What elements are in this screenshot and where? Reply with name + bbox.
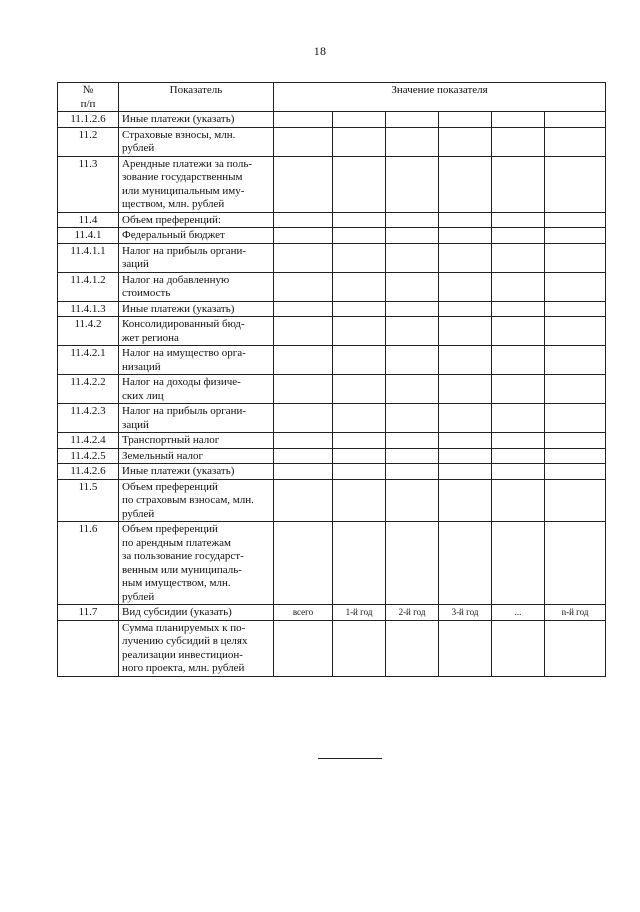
value-cell: [274, 127, 333, 156]
value-cell: [439, 112, 492, 128]
value-cell: [274, 448, 333, 464]
column-total: всего: [274, 605, 333, 621]
value-cell: [439, 620, 492, 676]
row-label: Налог на прибыль органи- заций: [119, 243, 274, 272]
value-cell: [333, 156, 386, 212]
table-body: [58, 112, 606, 605]
row-label: Иные платежи (указать): [119, 301, 274, 317]
column-ellipsis: ...: [492, 605, 545, 621]
row-label: Объем преференций:: [119, 212, 274, 228]
table-row: [58, 317, 606, 346]
value-cell: [439, 272, 492, 301]
value-cell: [439, 301, 492, 317]
row-number: 11.6: [58, 522, 119, 605]
value-cell: [386, 272, 439, 301]
column-year-1: 1-й год: [333, 605, 386, 621]
value-cell: [274, 228, 333, 244]
table-row: [58, 272, 606, 301]
row-label: Объем преференций по арендным платежам за пользование государст- венным или муниципаль- ным имуществом, млн. рублей: [119, 522, 274, 605]
value-cell: [333, 404, 386, 433]
table-row: [58, 127, 606, 156]
row-label: Налог на добавленную стоимость: [119, 272, 274, 301]
table-row: [58, 375, 606, 404]
row-label: Федеральный бюджет: [119, 228, 274, 244]
value-cell: [274, 522, 333, 605]
value-cell: [333, 479, 386, 522]
value-cell: [439, 212, 492, 228]
value-cell: [545, 620, 606, 676]
row-number: 11.4.1: [58, 228, 119, 244]
value-cell: [492, 156, 545, 212]
header-value: Значение показателя: [274, 83, 606, 112]
value-cell: [333, 346, 386, 375]
value-cell: [274, 404, 333, 433]
value-cell: [545, 346, 606, 375]
value-cell: [492, 272, 545, 301]
value-cell: [274, 464, 333, 480]
value-cell: [333, 375, 386, 404]
row-number: 11.1.2.6: [58, 112, 119, 128]
value-cell: [386, 112, 439, 128]
value-cell: [492, 243, 545, 272]
row-label: Объем преференций по страховым взносам, млн. рублей: [119, 479, 274, 522]
row-number: 11.4.1.1: [58, 243, 119, 272]
value-cell: [274, 346, 333, 375]
row-number: 11.4.2.6: [58, 464, 119, 480]
column-year-3: 3-й год: [439, 605, 492, 621]
column-year-2: 2-й год: [386, 605, 439, 621]
value-cell: [492, 479, 545, 522]
row-label: Иные платежи (указать): [119, 464, 274, 480]
value-cell: [492, 212, 545, 228]
indicators-table: [57, 82, 606, 677]
value-cell: [386, 433, 439, 449]
value-cell: [492, 375, 545, 404]
table-body-subsidy: [58, 605, 606, 677]
value-cell: [333, 243, 386, 272]
value-cell: [333, 272, 386, 301]
table-row: [58, 243, 606, 272]
value-cell: [439, 433, 492, 449]
row-label: Арендные платежи за поль- зование государственным или муниципальным иму- ществом, млн. рублей: [119, 156, 274, 212]
row-number: 11.5: [58, 479, 119, 522]
value-cell: [386, 212, 439, 228]
value-cell: [439, 464, 492, 480]
row-number: 11.4.1.3: [58, 301, 119, 317]
value-cell: [439, 127, 492, 156]
table-row-subsidy-amount: [58, 620, 606, 676]
value-cell: [333, 212, 386, 228]
value-cell: [545, 522, 606, 605]
value-cell: [333, 448, 386, 464]
value-cell: [386, 404, 439, 433]
value-cell: [333, 228, 386, 244]
row-number: 11.4.2.5: [58, 448, 119, 464]
value-cell: [333, 522, 386, 605]
table-row-11-7: [58, 605, 606, 621]
table-row: [58, 112, 606, 128]
row-number: 11.4: [58, 212, 119, 228]
value-cell: [492, 404, 545, 433]
value-cell: [545, 272, 606, 301]
row-number: 11.7: [58, 605, 119, 621]
row-label: Страховые взносы, млн. рублей: [119, 127, 274, 156]
row-label: Вид субсидии (указать): [119, 605, 274, 621]
header-indicator: Показатель: [119, 83, 274, 112]
value-cell: [274, 433, 333, 449]
value-cell: [439, 522, 492, 605]
value-cell: [492, 522, 545, 605]
value-cell: [333, 112, 386, 128]
value-cell: [333, 620, 386, 676]
value-cell: [439, 448, 492, 464]
value-cell: [439, 317, 492, 346]
row-label: Налог на имущество орга- низаций: [119, 346, 274, 375]
value-cell: [545, 464, 606, 480]
value-cell: [274, 375, 333, 404]
table-row: [58, 301, 606, 317]
table-row: [58, 156, 606, 212]
value-cell: [545, 433, 606, 449]
table-row: [58, 212, 606, 228]
value-cell: [545, 448, 606, 464]
value-cell: [386, 620, 439, 676]
value-cell: [545, 212, 606, 228]
value-cell: [492, 228, 545, 244]
value-cell: [386, 479, 439, 522]
table-row: [58, 404, 606, 433]
value-cell: [274, 479, 333, 522]
value-cell: [386, 156, 439, 212]
value-cell: [439, 479, 492, 522]
value-cell: [274, 243, 333, 272]
row-label: Налог на доходы физиче- ских лиц: [119, 375, 274, 404]
value-cell: [492, 464, 545, 480]
value-cell: [492, 301, 545, 317]
value-cell: [439, 375, 492, 404]
value-cell: [545, 127, 606, 156]
header-num: № п/п: [58, 83, 119, 112]
value-cell: [386, 317, 439, 346]
value-cell: [545, 404, 606, 433]
value-cell: [274, 301, 333, 317]
value-cell: [545, 156, 606, 212]
value-cell: [333, 433, 386, 449]
value-cell: [439, 156, 492, 212]
row-number: 11.4.2.2: [58, 375, 119, 404]
value-cell: [386, 448, 439, 464]
value-cell: [545, 243, 606, 272]
value-cell: [545, 112, 606, 128]
row-number: 11.2: [58, 127, 119, 156]
row-number-empty: [58, 620, 119, 676]
table-row: [58, 448, 606, 464]
value-cell: [492, 620, 545, 676]
row-number: 11.3: [58, 156, 119, 212]
page-number: 18: [313, 44, 327, 58]
row-number: 11.4.2: [58, 317, 119, 346]
value-cell: [386, 522, 439, 605]
footer-divider: [318, 758, 382, 759]
table-header-row: [58, 83, 606, 112]
row-label: Консолидированный бюд- жет региона: [119, 317, 274, 346]
row-number: 11.4.2.3: [58, 404, 119, 433]
value-cell: [333, 317, 386, 346]
table-row: [58, 228, 606, 244]
table-row: [58, 346, 606, 375]
value-cell: [545, 317, 606, 346]
value-cell: [274, 620, 333, 676]
table-row: [58, 479, 606, 522]
value-cell: [545, 479, 606, 522]
value-cell: [386, 346, 439, 375]
table-row: [58, 522, 606, 605]
value-cell: [439, 228, 492, 244]
value-cell: [492, 448, 545, 464]
value-cell: [386, 464, 439, 480]
row-number: 11.4.2.4: [58, 433, 119, 449]
table-row: [58, 433, 606, 449]
column-year-n: n-й год: [545, 605, 606, 621]
value-cell: [386, 375, 439, 404]
value-cell: [545, 228, 606, 244]
value-cell: [492, 433, 545, 449]
value-cell: [492, 317, 545, 346]
value-cell: [274, 272, 333, 301]
row-label: Транспортный налог: [119, 433, 274, 449]
value-cell: [439, 243, 492, 272]
row-label: Иные платежи (указать): [119, 112, 274, 128]
value-cell: [333, 301, 386, 317]
value-cell: [386, 127, 439, 156]
row-label: Сумма планируемых к по- лучению субсидий в целях реализации инвестицион- ного проекта, млн. рублей: [119, 620, 274, 676]
value-cell: [274, 317, 333, 346]
value-cell: [492, 127, 545, 156]
value-cell: [439, 404, 492, 433]
value-cell: [274, 112, 333, 128]
table-row: [58, 464, 606, 480]
value-cell: [274, 156, 333, 212]
value-cell: [274, 212, 333, 228]
value-cell: [386, 301, 439, 317]
value-cell: [333, 464, 386, 480]
value-cell: [545, 375, 606, 404]
value-cell: [333, 127, 386, 156]
value-cell: [492, 346, 545, 375]
value-cell: [545, 301, 606, 317]
value-cell: [386, 243, 439, 272]
row-label: Налог на прибыль органи- заций: [119, 404, 274, 433]
value-cell: [439, 346, 492, 375]
row-number: 11.4.1.2: [58, 272, 119, 301]
row-number: 11.4.2.1: [58, 346, 119, 375]
value-cell: [492, 112, 545, 128]
row-label: Земельный налог: [119, 448, 274, 464]
value-cell: [386, 228, 439, 244]
